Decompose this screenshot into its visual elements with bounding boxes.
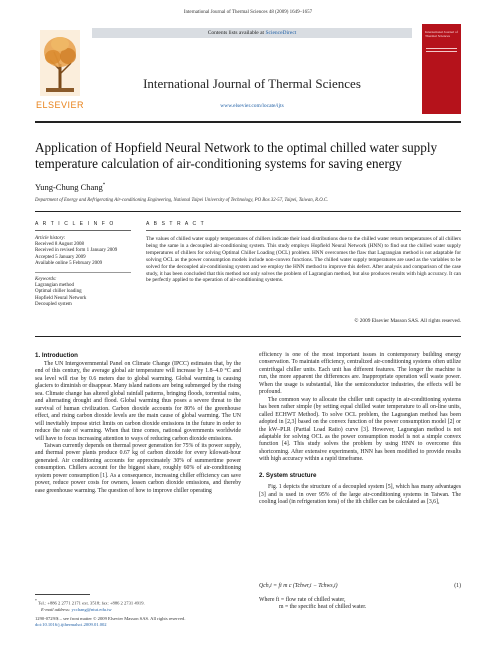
abstract-copyright: © 2009 Elsevier Masson SAS. All rights reserved. — [354, 318, 461, 324]
masthead-rule — [35, 121, 461, 123]
definition-line: Where fi = flow rate of chilled water, — [259, 597, 346, 603]
article-history — [35, 236, 135, 267]
info-heading-rule — [35, 230, 131, 231]
keywords-block — [35, 277, 135, 308]
article-author — [35, 182, 105, 192]
author-name: Yung-Chung Chang — [35, 182, 103, 192]
intro-paragraph: The UN Intergovernmental Panel on Climate Change (IPCC) estimates that, by the end of this century, the average global air temperature will increase by 1.8–4.0 °C and sea level will rise by 0.6 meters due to global warming. Global warming is causing glaciers to diminish or disappear. Many island nations are being submerged by the rising sea. Climate change has altered global rainfall patterns, bringing floods, torrential rains, and alternating drought and flood. Global warming thus poses a severe threat to the survival of human civilization. Carbon dioxide accounts for 80% of the greenhouse effect, and rising carbon dioxide levels are the main cause of global warming. The UN will inevitably impose strict limits on carbon dioxide emissions in the future in order to reduce the rate of warming. When that time comes, national governments worldwide will have to focus increasing attention to ways of reducing carbon dioxide emissions. — [35, 361, 241, 442]
elsevier-logo — [35, 24, 85, 116]
footnote-rule — [35, 594, 90, 595]
footnote-contact: Tel.: +886 2 2771 2171 ext. 3518; fax: +886 2 2731 4919. — [38, 600, 145, 606]
body-paragraph: Fig. 1 depicts the structure of a decoupled system [5], which has many advantages [3] and is used in over 95% of the large air-conditioning systems in Taiwan. The cooling load (in refrigeration tons) of the ith chiller can be calculated as [3,6], — [259, 484, 461, 506]
intro-paragraph: Taiwan currently depends on thermal power generation for 75% of its power supply, and thermal power plants produce 0.67 kg of carbon dioxide for every kilowatt-hour generated. Air conditioning accounts for approximately 30% of summertime power consumption. Chillers account for the biggest share, roughly 60% of air-conditioning system power consumption [1]. As a consequence, increasing chiller efficiency can save power, reduce power costs for owners, lessen carbon dioxide emissions, and thereby ease greenhouse warming. The question of how to improve chiller operating — [35, 442, 241, 494]
equation-number: (1) — [454, 583, 461, 589]
section-heading-system-structure: 2. System structure — [259, 471, 317, 479]
issn-line: 1290-0729/$ – see front matter © 2009 Elsevier Masson SAS. All rights reserved. — [35, 616, 186, 621]
article-title: Application of Hopfield Neural Network to the optimal chilled water supply temperature calculation of air-conditioning systems for saving energy — [35, 140, 438, 171]
abstract-end-rule — [35, 336, 461, 337]
body-paragraph: efficiency is one of the most important issues in contemporary building energy conservation. To maintain efficiency, centralized air-conditioning systems often utilize centrifugal chiller units. Each unit has different features. The longer the machine is run, the more apparent the differences are. Inappropriate operation will waste power. When the usage is substantial, like the semiconductor industries, the effects will be profound. — [259, 352, 461, 396]
keyword-item: Decoupled system — [35, 301, 72, 307]
author-footnote — [35, 598, 241, 613]
author-footnote-mark[interactable]: * — [102, 183, 106, 189]
keyword-item: Hopfield Neural Network — [35, 295, 87, 301]
abstract-heading-rule — [146, 230, 461, 231]
journal-masthead — [35, 24, 461, 120]
keyword-item: Optimal chiller loading — [35, 289, 82, 295]
author-email-link[interactable]: ycchang@ntut.edu.tw — [71, 606, 112, 612]
email-label: E-mail address: — [41, 606, 72, 612]
contents-availability-bar — [92, 28, 412, 38]
sciencedirect-link[interactable]: ScienceDirect — [265, 30, 297, 36]
body-paragraph: The common way to allocate the chiller unit capacity in air-conditioning systems has been rather simple (by setting equal chilled water temperature to all on-line units, called ECHWT Method). To solve OCL problem, the Lagrangian method has been adopted in [2,3] based on the convex function of the power consumption model [2] or the kW–PLR (Partial Load Ratio) curve [3]. However, Lagrangian method is not adaptable for solving OCL as the power consumption model is not a simple convex function [4]. This study solves the problem by using HNN to overcome this shortcoming. After extensive experiments, HNN has been modified to provide results with high accuracy within a rapid timeframe. — [259, 396, 461, 463]
journal-title: International Journal of Thermal Sciences — [143, 76, 361, 91]
publication-info — [35, 616, 295, 628]
cover-divider — [426, 51, 457, 52]
author-affiliation: Department of Energy and Refrigerating Air-conditioning Engineering, National Taipei University of Technology, PO Box 32-57, Taipei, Taiwan, R.O.C. — [35, 198, 329, 203]
keyword-item: Lagrangian method — [35, 283, 75, 289]
affiliation-rule — [35, 211, 461, 212]
publisher-wordmark: ELSEVIER — [35, 100, 85, 110]
equation-body: Qch,i = fi m c (Tchwr,i − Tchws,i) — [259, 583, 338, 589]
abstract-text: The values of chilled water supply temperatures of chillers indicate their load distributions due to the chilled water return temperatures of all chillers being the same in a decoupled air-conditioning system. This study employs Hopfield Neural Network (HNN) to find out the chilled water supply temperatures of chillers for solving Optimal Chiller Loading (OCL) problem. HNN overcomes the flaw that Lagrangian method is not adaptable for solving OCL as the power consumption models include non-convex functions. The chilled water supply temperatures are used as the variables to be solved for the decoupled air-conditioning system and we employ the HNN method to improve this defect. After analysis and comparison of the case study, it has been concluded that this method not only solves the problem of Lagrangian method, but also produces results with high accuracy. It can be perfectly applied to the operation of air-conditioning systems. — [146, 236, 461, 284]
equation-1 — [259, 583, 461, 589]
footnote-mark: * — [35, 599, 37, 603]
running-header: International Journal of Thermal Sciences 48 (2009) 1649–1657 — [183, 10, 313, 15]
journal-cover-thumbnail — [422, 24, 461, 114]
history-item: Accepted 5 January 2009 — [35, 254, 86, 260]
article-info-heading: A R T I C L E I N F O — [35, 221, 115, 227]
definition-line: m = the specific heat of chilled water. — [279, 604, 367, 611]
doi-link[interactable]: doi:10.1016/j.ijthermalsci.2009.01.002 — [35, 622, 107, 627]
contents-prefix: Contents lists available at — [207, 30, 266, 36]
cover-title: International Journal of Thermal Sciences — [425, 30, 458, 38]
left-column — [35, 361, 241, 495]
history-item: Received 8 August 2008 — [35, 242, 85, 248]
abstract-heading: A B S T R A C T — [146, 221, 206, 227]
cover-divider — [426, 48, 457, 49]
elsevier-tree-icon — [40, 30, 80, 96]
right-column — [259, 352, 461, 507]
history-item: Available online 5 February 2009 — [35, 260, 103, 266]
journal-url-link[interactable]: www.elsevier.com/locate/ijts — [220, 103, 284, 109]
equation-definitions — [259, 597, 461, 612]
keywords-label: Keywords: — [35, 277, 57, 282]
section-heading-introduction: 1. Introduction — [35, 352, 78, 359]
history-label: Article history: — [35, 236, 66, 241]
history-item: Received in revised form 1 January 2009 — [35, 248, 118, 254]
